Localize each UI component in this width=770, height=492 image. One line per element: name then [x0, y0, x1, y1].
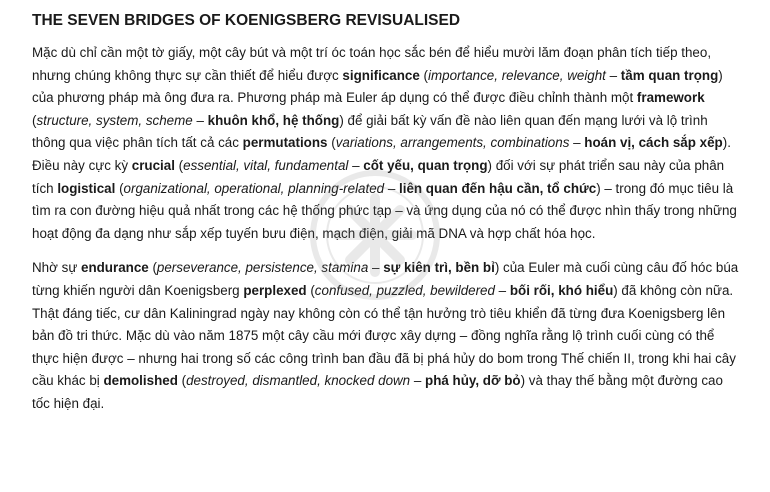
p2-text: ) đã không còn nữa. Thật đáng tiếc, cư dân Kaliningrad ngày nay không còn có thể tận hưởng trò tiêu khiển đã từng đưa Koenigsberg lên bản đồ tri thức. Mặc dù vào năm 1875 một cây cầu mới được xây dựng – đồng nghĩa rằng lộ trình cuối cùng có thể thực hiện được – nhưng hai trong số các công trình ban đầu đã bị phá hủy do bom trong Thế chiến II, trong khi hai cây cầu khác bị	[32, 282, 736, 389]
p1-text: (	[32, 112, 37, 128]
p1-text: ). Điều này cực kỳ	[32, 135, 731, 173]
synonyms: importance, relevance, weight	[428, 67, 606, 83]
p1-text: (	[174, 157, 184, 173]
p1-text: –	[605, 67, 621, 83]
article	[32, 10, 744, 428]
p1-text: –	[348, 157, 364, 173]
synonyms: structure, system, scheme	[36, 112, 193, 128]
keyword-demolished: demolished	[103, 373, 178, 389]
synonyms: destroyed, dismantled, knocked down	[186, 373, 411, 389]
synonyms: perseverance, persistence, stamina	[156, 260, 369, 276]
keyword-significance: significance	[342, 67, 420, 83]
p1-text: (	[419, 67, 429, 83]
p1-text: –	[384, 180, 399, 196]
translation: cốt yếu, quan trọng	[363, 157, 488, 173]
p1-text: ) – trong đó mục tiêu là tìm ra con đường hiệu quả nhất trong các hệ thống phức tạp – và ứng dụng của nó có thể được nhìn thấy trong những hoạt động đa dạng như sắp xếp tuyến bưu điện, mạch điện, giải mã DNA và hợp chất hóa học.	[32, 180, 737, 241]
p1-text: ) của phương pháp mà ông đưa ra. Phương pháp mà Euler áp dụng có thể được điều chỉnh thành một	[32, 67, 723, 106]
keyword-endurance: endurance	[81, 260, 149, 276]
p2-text: Nhờ sự	[32, 260, 81, 276]
translation: sự kiên trì, bền bỉ	[383, 260, 495, 276]
synonyms: variations, arrangements, combinations	[335, 135, 570, 151]
keyword-logistical: logistical	[57, 180, 116, 196]
p1-text: Mặc dù chỉ cần một tờ giấy, một cây bút và một trí óc toán học sắc bén để hiểu mười lăm đoạn phân tích tiếp theo, nhưng chúng không thực sự cần thiết để hiểu được	[32, 45, 712, 83]
translation: phá hủy, dỡ bỏ	[425, 373, 521, 389]
translation: liên quan đến hậu cần, tổ chức	[399, 180, 597, 196]
translation: khuôn khổ, hệ thống	[207, 112, 340, 128]
p1-text: –	[569, 135, 585, 151]
p2-text: ) và thay thế bằng một đường cao tốc hiện đại.	[32, 373, 723, 411]
p2-text: ) của Euler mà cuối cùng câu đố hóc búa từng khiến người dân Koenigsberg	[32, 260, 739, 298]
paragraph-1	[32, 42, 744, 245]
p2-text: –	[368, 260, 384, 276]
p2-text: –	[494, 282, 510, 298]
p2-text: –	[410, 373, 426, 389]
translation: hoán vị, cách sắp xếp	[584, 135, 723, 151]
keyword-perplexed: perplexed	[243, 282, 307, 298]
p2-text: (	[306, 282, 315, 298]
synonyms: confused, puzzled, bewildered	[314, 282, 495, 298]
keyword-crucial: crucial	[131, 157, 175, 173]
keyword-permutations: permutations	[242, 135, 328, 151]
paragraph-2	[32, 257, 744, 415]
p1-text: ) đối với sự phát triển sau này của phân tích	[32, 157, 725, 196]
p2-text: (	[148, 260, 157, 276]
p1-text: (	[327, 135, 336, 151]
synonyms: essential, vital, fundamental	[183, 157, 349, 173]
p1-text: ) để giải bất kỳ vấn đề nào liên quan đến mạng lưới và lộ trình thông qua việc phân tích tất cả các	[32, 112, 708, 151]
p1-text: (	[115, 180, 124, 196]
synonyms: organizational, operational, planning-related	[123, 180, 385, 196]
p1-text: –	[192, 112, 208, 128]
translation: bối rối, khó hiểu	[509, 282, 614, 298]
p2-text: (	[177, 373, 187, 389]
article-title: THE SEVEN BRIDGES OF KOENIGSBERG REVISUALISED	[32, 12, 461, 29]
keyword-framework: framework	[636, 90, 705, 106]
translation: tầm quan trọng	[620, 67, 719, 83]
